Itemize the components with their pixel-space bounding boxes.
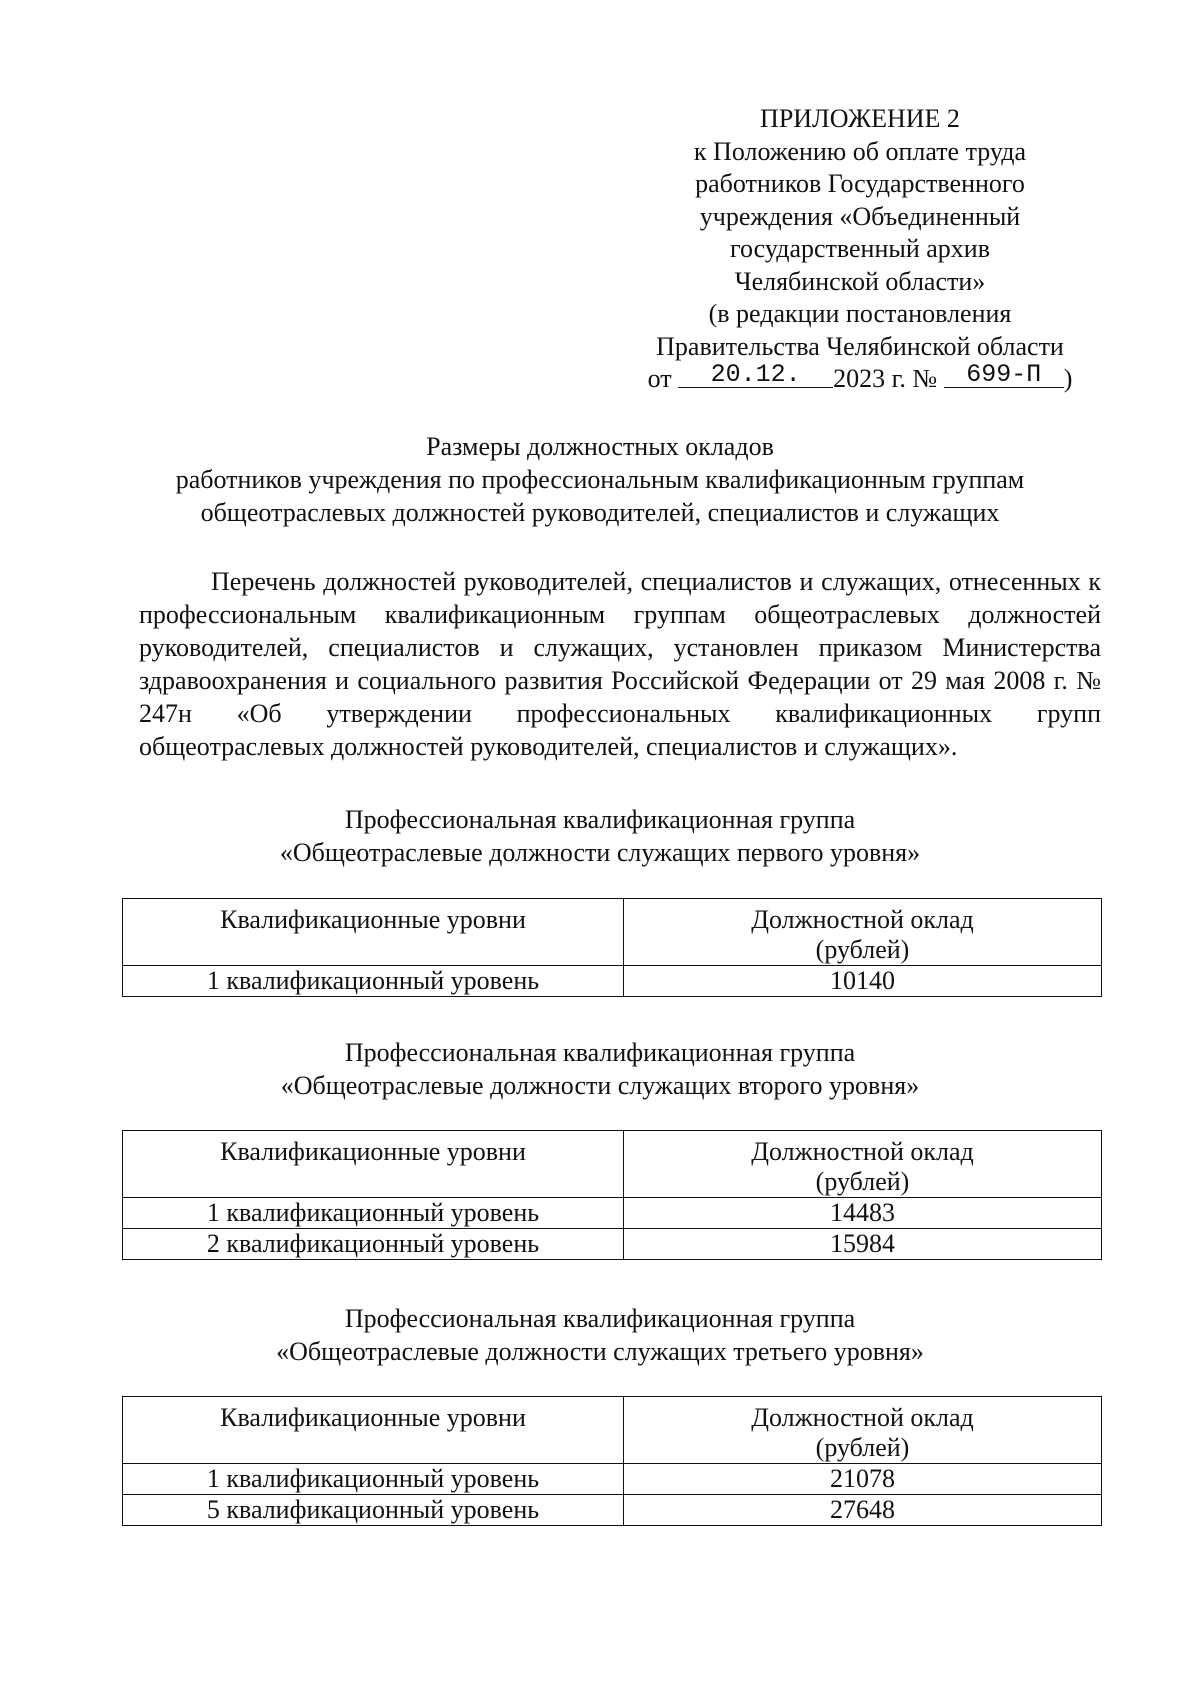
group-heading-line: Профессиональная квалификационная группа: [344, 1038, 856, 1067]
title-line: работников учреждения по профессиональным квалификационным группам: [175, 465, 1025, 494]
document-title: [100, 430, 1100, 529]
qualification-level: 5 квалификационный уровень: [123, 1495, 624, 1526]
table-row: [123, 1229, 1102, 1260]
salary-table-level-1: [122, 898, 1102, 997]
group-heading-level-1: [100, 803, 1100, 869]
group-heading-level-2: [100, 1036, 1100, 1102]
closing-bracket: ): [1063, 364, 1073, 393]
table-row: [123, 966, 1102, 997]
appendix-line: Правительства Челябинской области: [656, 331, 1064, 361]
date-suffix: 2023 г. №: [833, 364, 938, 393]
resolution-date: 20.12.: [678, 363, 833, 388]
column-header-line: Должностной оклад: [751, 1403, 974, 1432]
table-header-row: [123, 1397, 1102, 1464]
title-line: Размеры должностных окладов: [426, 432, 774, 461]
column-header-salary: [624, 899, 1102, 966]
table-header-row: [123, 899, 1102, 966]
qualification-level: 1 квалификационный уровень: [123, 1198, 624, 1229]
salary-value: 27648: [624, 1495, 1102, 1526]
appendix-line: к Положению об оплате труда: [693, 136, 1027, 166]
column-header-levels: Квалификационные уровни: [123, 899, 624, 966]
group-heading-line: «Общеотраслевые должности служащих первого уровня»: [279, 838, 921, 867]
appendix-line: работников Государственного: [695, 169, 1025, 198]
column-header-levels: Квалификационные уровни: [123, 1397, 624, 1464]
group-heading-line: Профессиональная квалификационная группа: [344, 1304, 856, 1333]
appendix-header: [625, 103, 1095, 396]
qualification-level: 1 квалификационный уровень: [123, 966, 624, 997]
appendix-title: ПРИЛОЖЕНИЕ 2: [760, 104, 960, 133]
column-header-line: Должностной оклад: [751, 905, 974, 934]
column-header-unit: (рублей): [815, 1167, 910, 1196]
salary-value: 14483: [624, 1198, 1102, 1229]
salary-value: 15984: [624, 1229, 1102, 1260]
appendix-line: учреждения «Объединенный: [699, 201, 1021, 231]
salary-table-level-2: [122, 1130, 1102, 1260]
group-heading-level-3: [100, 1302, 1100, 1368]
salary-table-level-3: [122, 1396, 1102, 1526]
group-heading-line: «Общеотраслевые должности служащих второго уровня»: [280, 1071, 920, 1100]
group-heading-line: «Общеотраслевые должности служащих третьего уровня»: [276, 1337, 924, 1366]
column-header-salary: [624, 1397, 1102, 1464]
column-header-line: Должностной оклад: [751, 1137, 974, 1166]
intro-paragraph: Перечень должностей руководителей, специалистов и служащих, отнесенных к профессиональным квалификационным группам общеотраслевых должностей руководителей, специалистов и служащих, установлен приказом Министерства здравоохранения и социального развития Российской Федерации от 29 мая 2008 г. № 247н «Об утверждении профессиональных квалификационных групп общеотраслевых должностей руководителей, специалистов и служащих».: [139, 567, 1101, 761]
column-header-salary: [624, 1131, 1102, 1198]
qualification-level: 2 квалификационный уровень: [123, 1229, 624, 1260]
salary-value: 10140: [624, 966, 1102, 997]
column-header-unit: (рублей): [815, 1433, 910, 1462]
salary-value: 21078: [624, 1464, 1102, 1495]
table-header-row: [123, 1131, 1102, 1198]
date-prefix: от: [647, 364, 672, 393]
column-header-unit: (рублей): [815, 935, 910, 964]
group-heading-line: Профессиональная квалификационная группа: [344, 805, 856, 834]
appendix-line: Челябинской области»: [734, 266, 986, 296]
table-row: [123, 1464, 1102, 1495]
qualification-level: 1 квалификационный уровень: [123, 1464, 624, 1495]
resolution-number: 699-П: [944, 363, 1064, 388]
appendix-line: (в редакции постановления: [708, 299, 1012, 328]
table-row: [123, 1495, 1102, 1526]
table-row: [123, 1198, 1102, 1229]
title-line: общеотраслевых должностей руководителей, специалистов и служащих: [200, 498, 1000, 527]
resolution-date-line: [625, 360, 1095, 396]
column-header-levels: Квалификационные уровни: [123, 1131, 624, 1198]
appendix-line: государственный архив: [730, 234, 990, 263]
